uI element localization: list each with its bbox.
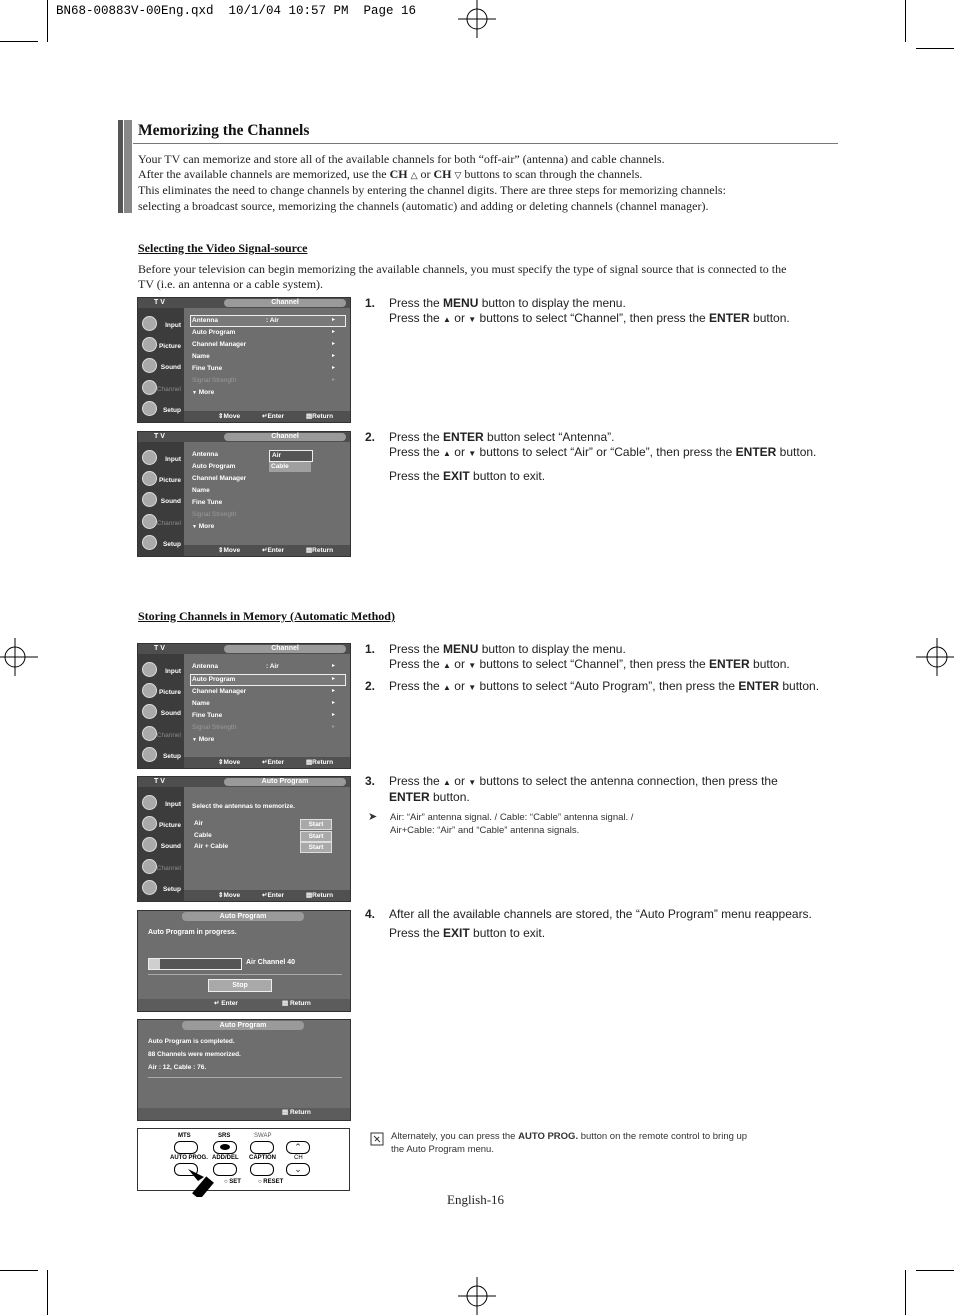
input-icon xyxy=(142,795,157,810)
dropdown-cable: Cable xyxy=(269,462,311,472)
page-number: English-16 xyxy=(447,1192,505,1207)
registration-mark-left xyxy=(0,638,38,676)
ch-down-icon: ▽ xyxy=(454,170,462,181)
sound-icon xyxy=(142,704,157,719)
down-arrow-icon: ▼ xyxy=(468,683,477,692)
dropdown-air: Air xyxy=(269,450,313,462)
setup-icon xyxy=(142,880,157,895)
ch-up-button: ⌃ xyxy=(286,1141,310,1154)
sound-icon xyxy=(142,358,157,373)
tv-menu-autoprogram-select: T V Auto Program Input Picture Sound Channel Setup Select the antennas to memorize. Air Cable Air + Cable Start Start Start ⇕Move ↵Enter ▤Return xyxy=(137,776,351,902)
picture-icon xyxy=(142,337,157,352)
step-1-auto: 1. Press the MENU button to display the menu. Press the ▲ or ▼ buttons to select “Channel”, then press the ENTER button. xyxy=(365,642,790,672)
registration-mark-top xyxy=(458,0,496,38)
setup-icon xyxy=(142,535,157,550)
tv-menu-channel-1: T V Channel Input Picture Sound Channel Setup Antenna : Air ▸ Auto Program ▸ Channel Manager ▸ Name ▸ Fine Tune ▸ Signal Strength ▸ ▼ More ⇕Move ↵Enter ▤Return xyxy=(137,297,351,423)
ch-down-button: ⌄ xyxy=(286,1163,310,1176)
intro-line-2: After the available channels are memorized, use the CH △ or CH ▽ buttons to scan through the channels. xyxy=(138,167,643,182)
picture-icon xyxy=(142,816,157,831)
intro-line-1: Your TV can memorize and store all of the available channels for both “off-air” (antenna) and cable channels. xyxy=(138,152,665,166)
srs-button xyxy=(213,1141,237,1154)
heading-bar xyxy=(118,120,123,213)
page-title: Memorizing the Channels xyxy=(138,122,310,139)
step-3-auto: 3. Press the ▲ or ▼ buttons to select the antenna connection, then press the ENTER button. xyxy=(365,774,778,805)
start-button-air: Start xyxy=(300,819,332,830)
up-arrow-icon: ▲ xyxy=(443,661,451,671)
ch-up-icon: △ xyxy=(410,170,418,181)
swap-button xyxy=(250,1141,274,1154)
down-arrow-icon: ▼ xyxy=(468,778,477,787)
title-rule xyxy=(133,143,838,144)
note-antenna-types: ➤ Air: “Air” antenna signal. / Cable: “Cable” antenna signal. / Air+Cable: “Air” and “Cable” antenna signals. xyxy=(368,811,634,836)
input-icon xyxy=(142,450,157,465)
stop-button: Stop xyxy=(208,979,272,992)
channel-icon xyxy=(142,514,157,529)
start-button-air-cable: Start xyxy=(300,842,332,853)
heading-bar-light xyxy=(124,120,132,213)
section-heading-signal-source: Selecting the Video Signal-source xyxy=(138,241,308,255)
setup-icon xyxy=(142,401,157,416)
up-arrow-icon: ▲ xyxy=(443,449,451,459)
start-button-cable: Start xyxy=(300,831,332,842)
auto-program-progress-box: Auto Program Auto Program in progress. Air Channel 40 Stop ↵ Enter ▤ Return xyxy=(137,910,351,1012)
pointing-hand-icon xyxy=(186,1167,226,1197)
step-2-auto: 2. Press the ▲ or ▼ buttons to select “Auto Program”, then press the ENTER button. xyxy=(365,679,820,693)
step-2-select: 2. Press the ENTER button select “Antenna”. Press the ▲ or ▼ buttons to select “Air” or “Cable”, then press the ENTER button. Press the EXIT button to exit. xyxy=(365,430,817,483)
section-heading-auto: Storing Channels in Memory (Automatic Method) xyxy=(138,609,395,623)
note-arrow-icon: ➤ xyxy=(368,811,378,823)
up-arrow-icon: ▲ xyxy=(443,778,451,787)
channel-icon xyxy=(142,859,157,874)
down-arrow-icon: ▼ xyxy=(468,315,477,325)
intro-line-3: This eliminates the need to change channels by entering the channel digits. There are three steps for memorizing channels: xyxy=(138,183,726,198)
mts-button xyxy=(174,1141,198,1154)
intro-line-4: selecting a broadcast source, memorizing the channels (automatic) and adding or deleting channels (channel manager). xyxy=(138,198,709,213)
down-arrow-icon: ▼ xyxy=(468,449,477,459)
channel-icon xyxy=(142,380,157,395)
input-icon xyxy=(142,316,157,331)
sound-icon xyxy=(142,837,157,852)
picture-icon xyxy=(142,683,157,698)
channel-icon xyxy=(142,726,157,741)
input-icon xyxy=(142,662,157,677)
auto-program-complete-box: Auto Program Auto Program is completed. 88 Channels were memorized. Air : 12, Cable : 76. ▤ Return xyxy=(137,1019,351,1121)
registration-mark-right xyxy=(916,638,954,676)
remote-control-illustration: MTS SRS SWAP ⌃ AUTO PROG. ADD/DEL CAPTION CH ⌄ ○ SET ○ RESET xyxy=(137,1128,350,1191)
up-arrow-icon: ▲ xyxy=(443,315,451,325)
progress-bar xyxy=(148,958,242,970)
tv-menu-channel-autoprogram: T V Channel Input Picture Sound Channel Setup Antenna : Air ▸ Auto Program ▸ Channel Manager ▸ Name ▸ Fine Tune ▸ Signal Strength ▸ ▼ More ⇕Move ↵Enter ▤Return xyxy=(137,643,351,769)
caption-button xyxy=(250,1163,274,1176)
section-paragraph: Before your television can begin memorizing the available channels, you must specify the type of signal source that is connected to the TV (i.e. an antenna or a cable system). xyxy=(138,262,787,292)
up-arrow-icon: ▲ xyxy=(443,683,451,692)
intro-text xyxy=(138,152,838,214)
setup-icon xyxy=(142,747,157,762)
tip-note: Alternately, you can press the AUTO PROG. button on the remote control to bring up the Auto Program menu. xyxy=(391,1130,747,1156)
note-icon xyxy=(370,1132,384,1146)
step-1-select: 1. Press the MENU button to display the menu. Press the ▲ or ▼ buttons to select “Channel”, then press the ENTER button. xyxy=(365,296,790,326)
menu-title: Channel xyxy=(224,299,346,307)
registration-mark-bottom xyxy=(458,1277,496,1315)
step-4-auto: 4. After all the available channels are stored, the “Auto Program” menu reappears. Press the EXIT button to exit. xyxy=(365,907,812,941)
tv-menu-channel-antenna-dropdown: T V Channel Input Picture Sound Channel Setup Antenna Air Cable Auto Program Channel Manager Name Fine Tune Signal Strength ▼ More ⇕Move ↵Enter ▤Return xyxy=(137,431,351,557)
down-arrow-icon: ▼ xyxy=(468,661,477,671)
picture-icon xyxy=(142,471,157,486)
sound-icon xyxy=(142,492,157,507)
print-slug: BN68-00883V-00Eng.qxd 10/1/04 10:57 PM Page 16 xyxy=(56,4,417,18)
